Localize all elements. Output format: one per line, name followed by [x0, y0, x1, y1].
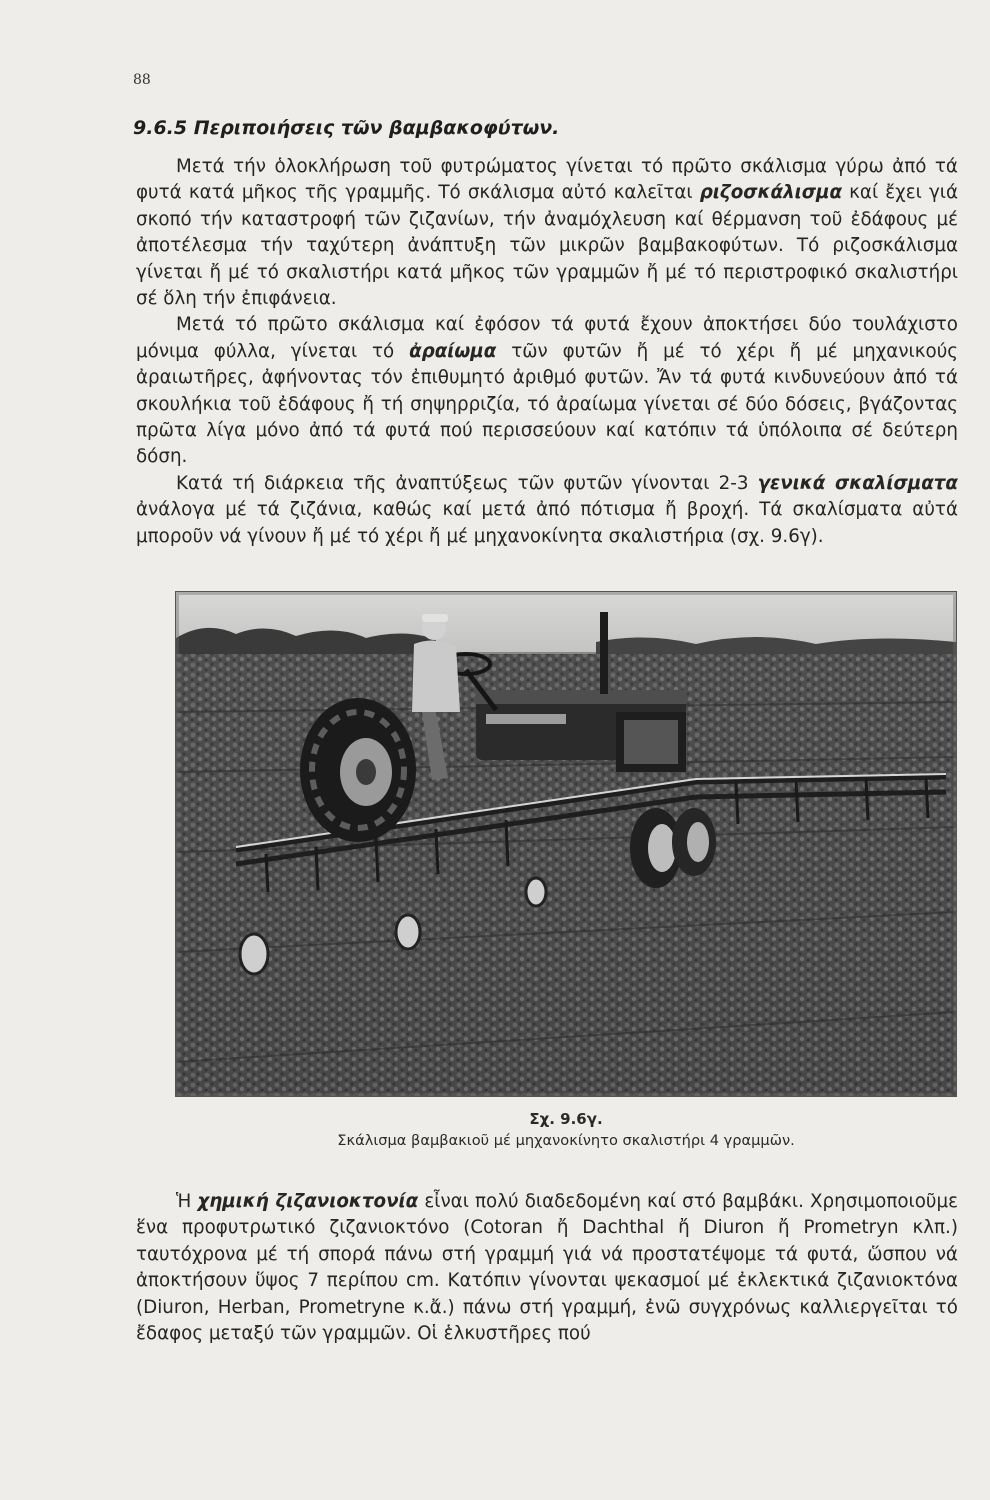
figure-label: Σχ. 9.6γ.: [529, 1110, 603, 1128]
section-heading: 9.6.5 Περιποιήσεις τῶν βαμβακοφύτων.: [133, 117, 560, 139]
term-rizoskalisma: ριζοσκάλισμα: [699, 182, 843, 204]
term-chimiki-zizanioktonia: χημική ζιζανιοκτονία: [197, 1191, 419, 1212]
tractor-cultivator-illustration: [176, 592, 956, 1096]
paragraph-chemical-weed-control: Ἡ χημική ζιζανιοκτονία εἶναι πολύ διαδεδομένη καί στό βαμβάκι. Χρησιμοποιοῦμε ἕνα προφυτρωτικό ζιζανιοκτόνο (Cotoran ἤ Dachthal ἤ Diuron ἤ Prometryn κλπ.) ταυτόχρονα μέ τή σπορά πάνω στή γραμμή γιά νά προστατέψομε τά φυτά, ὥσπου νά ἀποκτήσουν ὕψος 7 περίπου cm. Κατόπιν γίνονται ψεκασμοί μέ ἐκλεκτικά ζιζανιοκτόνα (Diuron, Herban, Prometryne κ.ἄ.) πάνω στή γραμμή, ἐνῶ συγχρόνως καλλιεργεῖται τό ἔδαφος μεταξύ τῶν γραμμῶν. Οἱ ἑλκυστῆρες πού: [136, 1191, 958, 1345]
paragraph-thinning: Μετά τό πρῶτο σκάλισμα καί ἐφόσον τά φυτά ἔχουν ἀποκτήσει δύο τουλάχιστο μόνιμα φύλλα, γίνεται τό ἀραίωμα τῶν φυτῶν ἤ μέ τό χέρι ἤ μέ μηχανικούς ἀραιωτῆρες, ἀφήνοντας τόν ἐπιθυμητό ἀριθμό φυτῶν. Ἄν τά φυτά κινδυνεύουν ἀπό τά σκουλήκια τοῦ ἐδάφους ἤ τή σηψηρριζία, τό ἀραίωμα γίνεται σέ δύο δόσεις, βγάζοντας πρῶτα λίγα μόνο ἀπό τά φυτά πού περισσεύουν καί κατόπιν τά ὑπόλοιπα σέ δεύτερη δόση.: [136, 314, 959, 468]
page-number: 88: [133, 72, 151, 88]
term-araioma: ἀραίωμα: [409, 340, 497, 362]
figure-photo-tractor-cultivator: [175, 591, 957, 1097]
main-text: [136, 154, 958, 550]
figure-caption: Σκάλισμα βαμβακιοῦ μέ μηχανοκίνητο σκαλιστήρι 4 γραμμῶν.: [337, 1132, 795, 1149]
paragraph-general-hoeing: Κατά τή διάρκεια τῆς ἀναπτύξεως τῶν φυτῶν γίνονται 2-3 γενικά σκαλίσματα ἀνάλογα μέ τά ζιζάνια, καθώς καί μετά ἀπό πότισμα ἤ βροχή. Τά σκαλίσματα αὐτά μποροῦν νά γίνουν ἤ μέ τό χέρι ἤ μέ μηχανοκίνητα σκαλιστήρια (σχ. 9.6γ).: [136, 472, 958, 547]
lower-text: [136, 1189, 958, 1347]
term-genika-skalismata: γενικά σκαλίσματα: [757, 472, 958, 494]
paragraph-root-hoeing: Μετά τήν ὁλοκλήρωση τοῦ φυτρώματος γίνεται τό πρῶτο σκάλισμα γύρω ἀπό τά φυτά κατά μῆκος τῆς γραμμῆς. Τό σκάλισμα αὐτό καλεῖται ριζοσκάλισμα καί ἔχει γιά σκοπό τήν καταστροφή τῶν ζιζανίων, τήν ἀναμόχλευση καί θέρμανση τοῦ ἐδάφους μέ ἀποτέλεσμα τήν ταχύτερη ἀνάπτυξη τῶν μικρῶν βαμβακοφύτων. Τό ριζοσκάλισμα γίνεται ἤ μέ τό σκαλιστήρι κατά μῆκος τῶν γραμμῶν ἤ μέ τό περιστροφικό σκαλιστήρι σέ ὅλη τήν ἐπιφάνεια.: [136, 156, 959, 310]
